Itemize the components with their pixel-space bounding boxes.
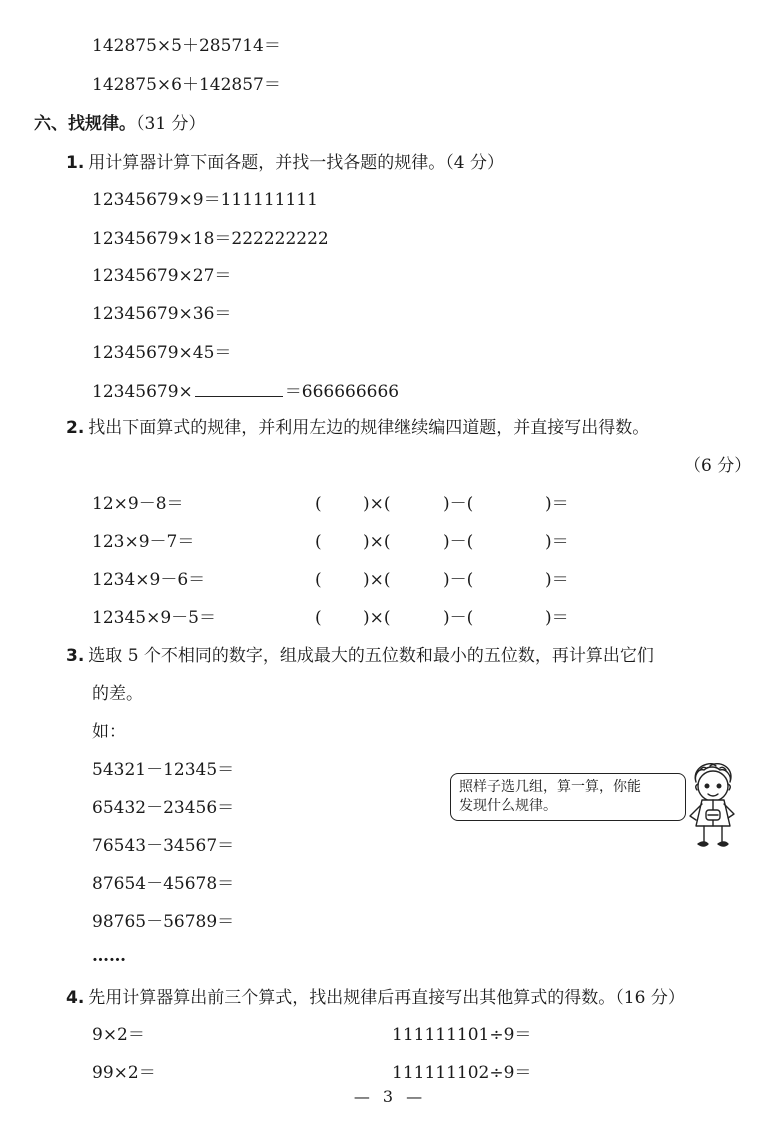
ellipsis: …… xyxy=(92,946,126,966)
bubble-text-line: 照样子选几组，算一算，你能 xyxy=(459,779,641,795)
question-text: 找出下面算式的规律，并利用左边的规律继续编四道题，并直接写出得数。 xyxy=(88,418,650,438)
equation-line: 9×2＝ xyxy=(92,1025,145,1045)
equation-line: 12345679×9＝111111111 xyxy=(92,190,318,210)
paren-open: ( xyxy=(315,494,322,514)
example-label: 如： xyxy=(92,722,126,742)
answer-blank[interactable] xyxy=(195,382,283,397)
paren-open: ( xyxy=(315,608,322,628)
question-text-continued: 的差。 xyxy=(92,684,143,704)
equation-line: 54321－12345＝ xyxy=(92,760,235,780)
paren-open: ( xyxy=(315,532,322,552)
paren-times: )×( xyxy=(363,570,391,590)
cartoon-boy-icon xyxy=(682,760,742,852)
page-number: — 3 — xyxy=(353,1087,427,1106)
paren-times: )×( xyxy=(363,494,391,514)
question-4 xyxy=(66,990,685,1007)
question-2 xyxy=(66,420,649,437)
paren-eq: )＝ xyxy=(545,494,569,514)
question-text: 用计算器计算下面各题，并找一找各题的规律。 xyxy=(88,153,446,173)
equation-line: 142875×6＋142857＝ xyxy=(92,75,281,95)
question-1 xyxy=(66,155,504,172)
paren-eq: )＝ xyxy=(545,532,569,552)
paren-minus: )－( xyxy=(443,494,474,514)
question-number: 3. xyxy=(66,646,85,666)
paren-times: )×( xyxy=(363,532,391,552)
equation-line: 98765－56789＝ xyxy=(92,912,235,932)
section-header xyxy=(34,116,206,133)
equation-line: 65432－23456＝ xyxy=(92,798,235,818)
bubble-text-line: 发现什么规律。 xyxy=(459,797,557,814)
question-text: 选取 5 个不相同的数字，组成最大的五位数和最小的五位数，再计算出它们 xyxy=(88,646,654,666)
question-score: （16 分） xyxy=(615,988,685,1008)
equation-line: 111111102÷9＝ xyxy=(392,1063,532,1083)
paren-minus: )－( xyxy=(443,532,474,552)
equation-line: 12345679×36＝ xyxy=(92,304,232,324)
equation-line: 111111101÷9＝ xyxy=(392,1025,532,1045)
equation-line: 12345×9－5＝ xyxy=(92,608,216,628)
paren-minus: )－( xyxy=(443,570,474,590)
speech-bubble xyxy=(450,773,686,821)
equation-line: 12×9－8＝ xyxy=(92,494,184,514)
equation-line: 142875×5＋285714＝ xyxy=(92,36,281,56)
paren-eq: )＝ xyxy=(545,570,569,590)
equation-prefix: 12345679× xyxy=(92,382,193,402)
equation-line: 12345679×18＝222222222 xyxy=(92,229,329,249)
question-text: 先用计算器算出前三个算式，找出规律后再直接写出其他算式的得数。 xyxy=(88,988,616,1008)
equation-suffix: ＝666666666 xyxy=(284,382,400,402)
question-number: 4. xyxy=(66,988,85,1008)
paren-minus: )－( xyxy=(443,608,474,628)
section-title: 六、找规律。 xyxy=(34,114,136,134)
equation-line: 12345679×45＝ xyxy=(92,343,232,363)
question-score: （4 分） xyxy=(445,153,505,173)
equation-line: 123×9－7＝ xyxy=(92,532,195,552)
question-number: 1. xyxy=(66,153,85,173)
equation-line: 99×2＝ xyxy=(92,1063,156,1083)
equation-line: 12345679×27＝ xyxy=(92,266,232,286)
question-3 xyxy=(66,648,654,665)
question-number: 2. xyxy=(66,418,85,438)
paren-open: ( xyxy=(315,570,322,590)
question-score: （6 分） xyxy=(684,456,752,476)
equation-line: 87654－45678＝ xyxy=(92,874,235,894)
section-score: （31 分） xyxy=(136,114,206,134)
equation-line: 76543－34567＝ xyxy=(92,836,235,856)
paren-times: )×( xyxy=(363,608,391,628)
equation-line-with-blank xyxy=(92,382,399,401)
equation-line: 1234×9－6＝ xyxy=(92,570,206,590)
paren-eq: )＝ xyxy=(545,608,569,628)
